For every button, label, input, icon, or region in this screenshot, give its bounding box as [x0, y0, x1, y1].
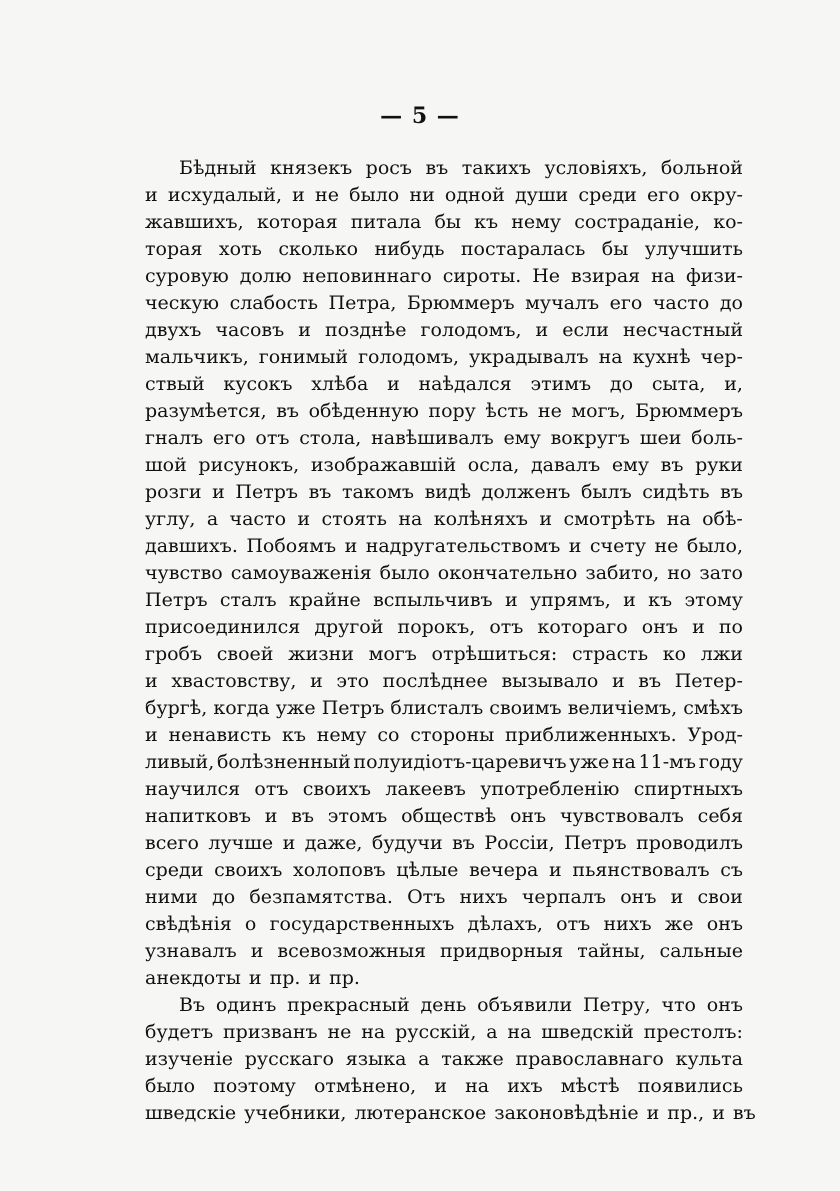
text-line: ствый кусокъ хлѣба и наѣдался этимъ до сыта, и,	[145, 373, 743, 395]
text-line: и исхудалый, и не было ни одной души среди его окру-	[145, 184, 743, 206]
text-line: двухъ часовъ и позднѣе голодомъ, и если несчастный	[145, 319, 743, 341]
text-line: суровую долю неповиннаго сироты. Не взирая на физи-	[145, 265, 743, 287]
text-line: Петръ сталъ крайне вспыльчивъ и упрямъ, и къ этому	[145, 589, 743, 611]
body-text	[145, 155, 756, 1127]
text-line: Бѣдный князекъ росъ въ такихъ условіяхъ, больной	[179, 157, 743, 179]
page-number: — 5 —	[380, 103, 460, 129]
text-line: узнавалъ и всевозможныя придворныя тайны, сальные	[145, 940, 743, 962]
text-line: бургѣ, когда уже Петръ блисталъ своимъ величіемъ, смѣхъ	[145, 697, 743, 719]
paragraph-2	[145, 992, 756, 1127]
paragraph-1	[145, 155, 743, 992]
text-line: шведскіе учебники, лютеранское законовѣдѣніе и пр., и въ	[145, 1102, 756, 1124]
text-line: всего лучше и даже, будучи въ Россіи, Петръ проводилъ	[145, 832, 743, 854]
text-line: гналъ его отъ стола, навѣшивалъ ему вокругъ шеи боль-	[145, 427, 743, 449]
text-line: и ненависть къ нему со стороны приближенныхъ. Урод-	[145, 724, 743, 746]
text-line: научился отъ своихъ лакеевъ употребленію спиртныхъ	[145, 778, 743, 800]
text-line: чувство самоуваженія было окончательно забито, но зато	[145, 562, 743, 584]
text-line: присоединился другой порокъ, отъ котораго онъ и по	[145, 616, 743, 638]
text-line: Въ одинъ прекрасный день объявили Петру, что онъ	[179, 994, 743, 1016]
text-line: ливый, болѣзненный полуидіотъ-царевичъ уже на 11-мъ году	[145, 751, 743, 773]
text-line: изученіе русскаго языка а также православнаго культа	[145, 1048, 743, 1070]
text-line: свѣдѣнія о государственныхъ дѣлахъ, отъ нихъ же онъ	[145, 913, 743, 935]
text-line: среди своихъ холоповъ цѣлые вечера и пьянствовалъ съ	[145, 859, 743, 881]
text-line: шой рисунокъ, изображавшій осла, давалъ ему въ руки	[145, 454, 743, 476]
text-line: гробъ своей жизни могъ отрѣшиться: страсть ко лжи	[145, 643, 743, 665]
text-line: разумѣется, въ обѣденную пору ѣсть не могъ, Брюммеръ	[145, 400, 743, 422]
text-line: давшихъ. Побоямъ и надругательствомъ и счету не было,	[145, 535, 743, 557]
text-line: напитковъ и въ этомъ обществѣ онъ чувствовалъ себя	[145, 805, 743, 827]
text-line: жавшихъ, которая питала бы къ нему состраданіе, ко-	[145, 211, 743, 233]
text-line: углу, а часто и стоять на колѣняхъ и смотрѣть на обѣ-	[145, 508, 743, 530]
text-line: ческую слабость Петра, Брюммеръ мучалъ его часто до	[145, 292, 743, 314]
text-line: анекдоты и пр. и пр.	[145, 967, 360, 989]
text-line: будетъ призванъ не на русскій, а на шведскій престолъ:	[145, 1021, 743, 1043]
text-line: розги и Петръ въ такомъ видѣ долженъ былъ сидѣть въ	[145, 481, 743, 503]
text-line: ними до безпамятства. Отъ нихъ черпалъ онъ и свои	[145, 886, 743, 908]
text-line: было поэтому отмѣнено, и на ихъ мѣстѣ появились	[145, 1075, 743, 1097]
text-line: торая хоть сколько нибудь постаралась бы улучшить	[145, 238, 743, 260]
text-line: мальчикъ, гонимый голодомъ, украдывалъ на кухнѣ чер-	[145, 346, 743, 368]
text-line: и хвастовству, и это послѣднее вызывало и въ Петер-	[145, 670, 743, 692]
